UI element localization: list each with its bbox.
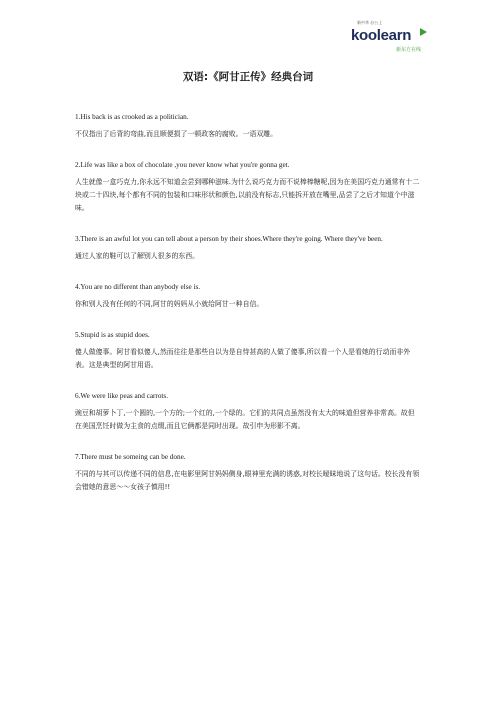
koolearn-logo xyxy=(351,20,421,54)
quote-english: 7.There must be someing can be done. xyxy=(75,453,186,461)
quote-chinese: 傻人做傻事。阿甘看似傻人,然而往往是那些自以为是自恃甚高的人做了傻事,所以看一个人是看她的行动而非外表。这是典型的阿甘用语。 xyxy=(75,348,411,369)
quote-english: 6.We were like peas and carrots. xyxy=(75,392,169,400)
quote-item xyxy=(75,160,421,215)
quote-chinese: 你和别人没有任何的不同,阿甘的妈妈从小就给阿甘一种自信。 xyxy=(75,300,264,308)
quote-item xyxy=(75,330,421,372)
quote-english: 2.Life was like a box of chocolate ,you never know what you're gonna get. xyxy=(75,161,290,169)
quote-chinese: 不同的与其可以传递不同的信息,在电影里阿甘妈妈侧身,眼神里充满的诱惑,对校长暧昧地说了这句话。校长没有领会错她的意思～～女孩子慎用!! xyxy=(75,470,420,491)
quote-chinese: 人生就像一盒巧克力,你永远不知道会尝到哪种滋味.为什么说巧克力而不说棒棒糖呢,因为在美国巧克力通常有十二块或二十四块,每个都有不同的包装和口味形状和颜色,以前没有标志,只能拆开放在嘴里,品尝了之后才知道个中滋味。 xyxy=(75,178,420,212)
quote-chinese: 豌豆和胡萝卜丁,一个圆的,一个方的;一个红的,一个绿的。它们的共同点虽然没有太大的味道但营养非常高。故但在美国烹饪时做为主食的点缀,而且它俩都是同时出现。故引申为形影不离。 xyxy=(75,409,415,430)
quote-item xyxy=(75,391,421,433)
quote-item xyxy=(75,452,421,494)
logo-brand: koolearn xyxy=(351,27,412,44)
quote-chinese: 通过人家的鞋可以了解别人很多的东西。 xyxy=(75,252,200,260)
arrow-icon xyxy=(420,28,427,36)
logo-tagline: 新中华 办公上 xyxy=(357,20,383,25)
page-title: 双语:《阿甘正传》经典台词 xyxy=(182,71,314,83)
quote-list xyxy=(75,112,421,494)
quote-english: 1.His back is as crooked as a politician. xyxy=(75,113,189,121)
quote-item xyxy=(75,282,421,311)
quote-item xyxy=(75,234,421,263)
quote-item xyxy=(75,112,421,141)
quote-english: 3.There is an awful lot you can tell about a person by their shoes.Where they're going. Where they've been. xyxy=(75,235,383,243)
quote-english: 4.You are no different than anybody else is. xyxy=(75,283,201,291)
quote-chinese: 不仅指出了后背的弯曲,而且顺便损了一顿政客的腐败。一语双雕。 xyxy=(75,130,278,138)
quote-english: 5.Stupid is as stupid does. xyxy=(75,331,150,339)
logo-subtitle: 新东方在线 xyxy=(395,47,421,53)
